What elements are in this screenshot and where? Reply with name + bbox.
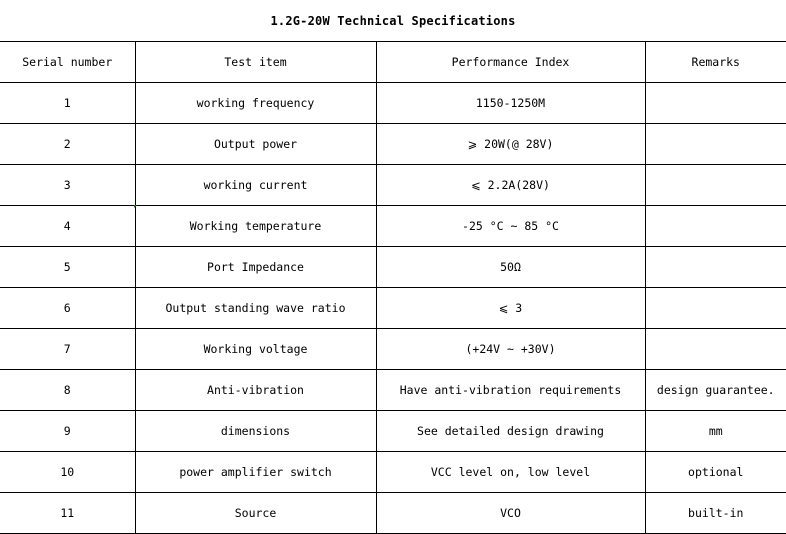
test-item-cell: Output standing wave ratio <box>135 288 376 329</box>
remarks-cell <box>645 247 786 288</box>
remarks-cell: design guarantee. <box>645 370 786 411</box>
test-item-cell: working current <box>135 165 376 206</box>
performance-cell: 50Ω <box>376 247 645 288</box>
performance-cell: ⩽ 2.2A(28V) <box>376 165 645 206</box>
performance-cell: -25 °C ~ 85 °C <box>376 206 645 247</box>
remarks-cell <box>645 165 786 206</box>
serial-cell: 7 <box>0 329 135 370</box>
serial-cell: 9 <box>0 411 135 452</box>
test-item-cell: Working voltage <box>135 329 376 370</box>
remarks-cell <box>645 206 786 247</box>
remarks-cell: mm <box>645 411 786 452</box>
header-test-item: Test item <box>135 42 376 83</box>
test-item-cell: Working temperature <box>135 206 376 247</box>
table-row <box>0 247 786 288</box>
table-header-row <box>0 42 786 83</box>
test-item-cell: Anti-vibration <box>135 370 376 411</box>
serial-cell: 10 <box>0 452 135 493</box>
remarks-cell <box>645 329 786 370</box>
serial-cell: 2 <box>0 124 135 165</box>
test-item-cell: Port Impedance <box>135 247 376 288</box>
test-item-cell: power amplifier switch <box>135 452 376 493</box>
test-item-cell: working frequency <box>135 83 376 124</box>
cell-comment-marker <box>134 205 137 208</box>
remarks-cell <box>645 288 786 329</box>
table-row <box>0 83 786 124</box>
table-row <box>0 329 786 370</box>
table-row <box>0 206 786 247</box>
header-remarks: Remarks <box>645 42 786 83</box>
serial-cell: 8 <box>0 370 135 411</box>
test-item-cell: Source <box>135 493 376 534</box>
test-item-cell: dimensions <box>135 411 376 452</box>
performance-cell: (+24V ~ +30V) <box>376 329 645 370</box>
serial-cell: 1 <box>0 83 135 124</box>
performance-cell: ⩽ 3 <box>376 288 645 329</box>
serial-cell: 4 <box>0 206 135 247</box>
table-row <box>0 370 786 411</box>
performance-cell: ⩾ 20W(@ 28V) <box>376 124 645 165</box>
serial-cell: 5 <box>0 247 135 288</box>
table-row <box>0 493 786 534</box>
remarks-cell <box>645 124 786 165</box>
performance-cell: VCO <box>376 493 645 534</box>
table-row <box>0 165 786 206</box>
test-item-cell: Output power <box>135 124 376 165</box>
header-serial-number: Serial number <box>0 42 135 83</box>
performance-cell: VCC level on, low level <box>376 452 645 493</box>
table-row <box>0 452 786 493</box>
serial-cell: 6 <box>0 288 135 329</box>
performance-cell: See detailed design drawing <box>376 411 645 452</box>
remarks-cell <box>645 83 786 124</box>
table-row <box>0 411 786 452</box>
table-row <box>0 288 786 329</box>
performance-cell: Have anti-vibration requirements <box>376 370 645 411</box>
specifications-table <box>0 41 786 534</box>
serial-cell: 3 <box>0 165 135 206</box>
document-title: 1.2G-20W Technical Specifications <box>270 13 516 28</box>
remarks-cell: optional <box>645 452 786 493</box>
table-row <box>0 124 786 165</box>
remarks-cell: built-in <box>645 493 786 534</box>
serial-cell: 11 <box>0 493 135 534</box>
performance-cell: 1150-1250M <box>376 83 645 124</box>
header-performance-index: Performance Index <box>376 42 645 83</box>
